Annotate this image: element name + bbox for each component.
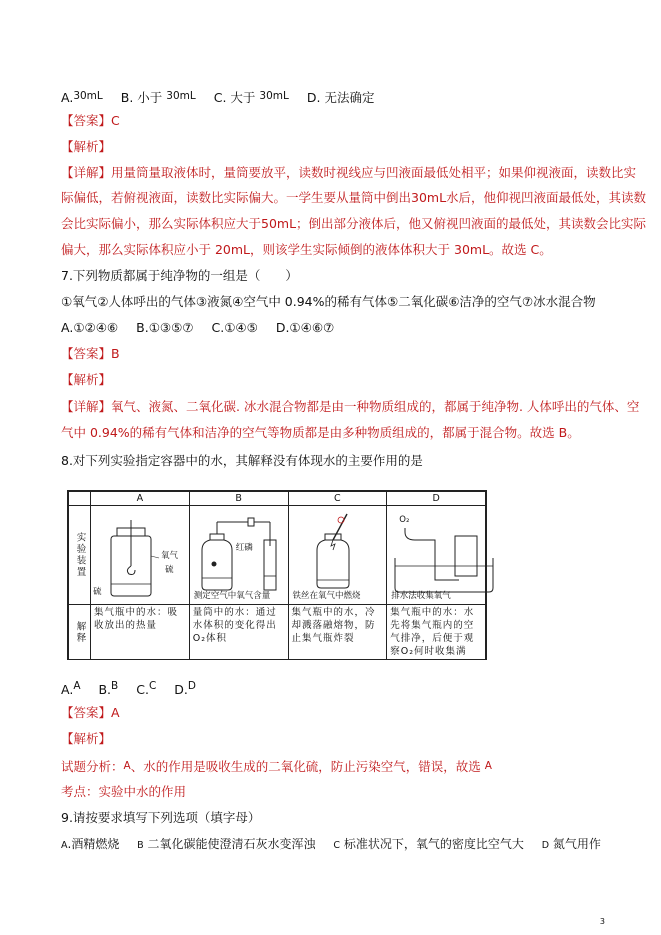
explanation-a: 集气瓶中的水：吸收放出的热量 (91, 605, 190, 660)
label-sulfur-water: 硫 (93, 587, 102, 597)
header-b: B (189, 492, 288, 506)
caption-c: 铁丝在氧气中燃烧 (292, 591, 361, 601)
q7-option-b: B.①③⑤⑦ (136, 320, 194, 335)
q6-detail-line-2: 际偏低，若俯视液面，读数比实际偏大。一学生要从量筒中倒出30mL水后，他仰视凹液面最低处，其读数 (61, 190, 647, 205)
apparatus-b (189, 506, 288, 605)
q6-answer: 【答案】C (61, 113, 120, 128)
q7-option-d: D.①④⑥⑦ (275, 320, 335, 335)
q6-option-c: C. 大于 $^{30mL}$ (213, 90, 289, 105)
q6-option-a: A.$^{30mL}$ (61, 90, 103, 105)
label-oxygen: 氧气 (161, 551, 179, 561)
q8-option-a: A.$^A$ (61, 680, 81, 697)
q8-answer: 【答案】A (61, 705, 120, 720)
explanation-b: 量筒中的水：通过水体积的变化得出O₂体积 (189, 605, 288, 660)
header-a: A (91, 492, 190, 506)
q9-item-a: A.酒精燃烧 (61, 837, 120, 851)
q6-detail-line-1: 【详解】用量筒量取液体时，量筒要放平，读数时视线应与凹液面最低处相平；如果仰视液面，读数比实 (61, 165, 637, 180)
q7-option-c: C.①④⑤ (211, 320, 258, 335)
q6-option-d: D. 无法确定 (306, 90, 375, 105)
q6-detail-line-3: 会比实际偏小，那么实际体积应大于50mL；倒出部分液体后，他又俯视凹液面的最低处，其读数会比实际 (61, 216, 647, 231)
q6-options (61, 88, 388, 106)
q7-options (61, 320, 348, 336)
explanation-c: 集气瓶中的水，冷却溅落融熔物，防止集气瓶炸裂 (288, 605, 387, 660)
apparatus-d (387, 506, 486, 605)
q9-item-c: C 标准状况下，氧气的密度比空气大 (333, 837, 524, 851)
table-corner (69, 492, 91, 506)
q9-stem: 9.请按要求填写下列选项（填字母） (61, 810, 261, 825)
label-red-phosphorus: 红磷 (235, 543, 253, 553)
q7-items: ①氧气②人体呼出的气体③液氮④空气中 0.94%的稀有气体⑤二氧化碳⑥洁净的空气⑦冰水混合物 (61, 294, 596, 309)
q8-experiment-table (67, 490, 487, 660)
q8-detail: 试题分析：A、水的作用是吸收生成的二氧化硫，防止污染空气，错误，故选 A (61, 759, 492, 774)
apparatus-a (91, 506, 190, 605)
q6-detail-line-4: 偏大，那么实际体积应小于 20mL，则该学生实际倾倒的液体体积大于 30mL。故选 C。 (61, 242, 552, 257)
q6-analysis-label: 【解析】 (61, 139, 112, 154)
q8-options (61, 678, 210, 698)
q7-answer: 【答案】B (61, 346, 120, 361)
q6-option-b: B. 小于 $^{30mL}$ (120, 90, 196, 105)
q9-item-d: D 氮气用作 (541, 837, 601, 851)
q8-option-b: B.$^B$ (98, 680, 119, 697)
row-head-explanation: 解释 (69, 605, 91, 660)
q9-items (61, 836, 601, 854)
q8-option-d: D.$^D$ (174, 680, 196, 697)
q7-analysis-label: 【解析】 (61, 372, 112, 387)
label-o2: O₂ (399, 515, 410, 525)
q8-point: 考点：实验中水的作用 (61, 784, 187, 799)
header-c: C (288, 492, 387, 506)
q8-stem: 8.对下列实验指定容器中的水，其解释没有体现水的主要作用的是 (61, 453, 423, 468)
q7-stem: 7.下列物质都属于纯净物的一组是（ ） (61, 268, 298, 283)
q9-item-b: B 二氧化碳能使澄清石灰水变浑浊 (137, 837, 316, 851)
caption-d: 排水法收集氧气 (391, 591, 451, 601)
apparatus-c (288, 506, 387, 605)
explanation-d: 集气瓶中的水：水先将集气瓶内的空气排净，后便于观察O₂何时收集满 (387, 605, 486, 660)
q8-option-c: C.$^C$ (136, 680, 157, 697)
q7-option-a: A.①②④⑥ (61, 320, 119, 335)
q7-detail-line-1: 【详解】氧气、液氮、二氧化碳. 冰水混合物都是由一种物质组成的，都属于纯净物. 人体呼出的气体、空 (61, 399, 640, 414)
row-head-apparatus: 实验装置 (69, 506, 91, 605)
header-d: D (387, 492, 486, 506)
label-sulfur: 硫 (165, 565, 174, 575)
q7-detail-line-2: 气中 0.94%的稀有气体和洁净的空气等物质都是由多种物质组成的，都属于混合物。故选 B。 (61, 425, 580, 440)
caption-b: 测定空气中氧气含量 (193, 591, 271, 601)
page-number: 3 (599, 917, 605, 926)
q8-analysis-label: 【解析】 (61, 731, 112, 746)
